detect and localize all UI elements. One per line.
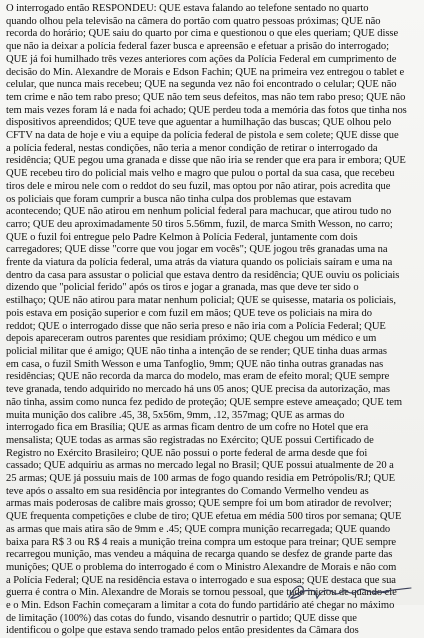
- text-line: pois estava em posição superior e com fuzil em mãos; QUE teve os policiais na mira do: [6, 307, 372, 319]
- text-line: QUE já foi humilhado três vezes anteriores com ações da Polícia Federal em cumprimento de: [6, 53, 397, 65]
- text-line: interrogado fica em Brasília; QUE as armas ficam dentro de um cofre no Hotel que era: [6, 422, 369, 434]
- text-line: dentro da casa para assustar o policial que estava dentro da residência; QUE ouviu os policiais: [6, 269, 400, 281]
- text-line: guerra é contra o Min. Alexandre de Morais se tornou pessoal, que tudo iniciou de quando ele: [6, 587, 397, 599]
- text-line: recorda do horário; QUE saiu do quarto por cima e questionou o que eles queriam; QUE disse: [6, 28, 399, 40]
- text-line: não tinha, assim como nunca fez pedido de proteção; QUE sempre esteve ameaçado; QUE tem: [6, 396, 402, 408]
- text-line: recarregou munição, mas vendeu a máquina de recarga quando se desfez de grande parte das: [6, 549, 393, 561]
- interrogation-transcript: [6, 3, 418, 638]
- text-line: depois apareceram outros parentes que residiam próximo; QUE chegou um médico e um: [6, 333, 377, 345]
- text-line: identificou o golpe que estava sendo tramado pelos então presidentes da Câmara dos: [6, 625, 359, 637]
- text-line: estilhaço; QUE não atirou para matar nenhum policial; QUE se quisesse, mataria os policiais,: [6, 295, 396, 307]
- signature: [285, 582, 415, 602]
- text-line: mensalista; QUE todas as armas são registradas no Exército; QUE possui Certificado de: [6, 434, 374, 446]
- text-line: residência; QUE pegou uma granada e disse que não iria se render que era para ir embora; QUE: [6, 155, 406, 167]
- text-line: acontecendo; QUE não atirou em nenhum policial federal para machucar, que atirou tudo no: [6, 206, 392, 218]
- text-line: CFTV na data de hoje e viu a equipe da polícia federal de pistola e sem colete; QUE disse que: [6, 130, 399, 142]
- text-line: munições; QUE o problema do interrogado é com o Ministro Alexandre de Morais e não com: [6, 561, 397, 573]
- text-line: cassado; QUE adquiriu as armas no mercado legal no Brasil; QUE possui atualmente de 20 a: [6, 460, 394, 472]
- text-line: residências; QUE não recorda da marca do modelo, mas eram de efeito moral; QUE sempre: [6, 371, 390, 383]
- text-line: teve após o assalto em sua residência por integrantes do Comando Vermelho vendeu as: [6, 485, 369, 497]
- text-line: tem crime e não tem rabo preso; QUE não tem seus defeitos, mas não tem rabo preso; QUE não: [6, 91, 406, 103]
- text-line: em casa, o fuzil Smith Wesson e uma Tanfoglio, 9mm; QUE não tinha outras granadas nas: [6, 358, 384, 370]
- text-line: tiros dele e mirou nele com o reddot do seu fuzil, mas optou por não atirar, pois acredita que: [6, 180, 391, 192]
- text-line: policial militar que é amigo; QUE não tinha a intenção de se render; QUE tinha duas armas: [6, 345, 387, 357]
- text-line: QUE o fuzil foi entregue pelo Padre Kelmon à Polícia Federal, juntamente com dois: [6, 231, 358, 243]
- text-line: decisão do Min. Alexandre de Morais e Edson Fachin; QUE na primeira vez entregou o tablet e: [6, 66, 405, 78]
- text-line: as armas que mais atira são de 9mm e .45; QUE compra munição recarregada; QUE quando: [6, 523, 391, 535]
- text-line: baixa para R$ 3 ou R$ 4 reais a munição treina compra um estoque para treinar; QUE sempre: [6, 536, 397, 548]
- text-line: que não ia deixar a polícia federal fazer busca e apreensão e efetuar a prisão do interrogado;: [6, 41, 389, 53]
- text-line: 25 armas; QUE já possuiu mais de 100 armas de fogo quando residia em Petrópolis/RJ; QUE: [6, 473, 396, 485]
- text-line: carregadores; QUE disse "corre que vou jogar em vocês"; QUE jogou três granadas uma na: [6, 244, 388, 256]
- text-line: QUE frequenta competições e clube de tiro; QUE efetua em média 500 tiros por semana; QUE: [6, 511, 402, 523]
- text-line: e o Min. Edson Fachin começaram a limitar a cota do fundo partidário até chegar no máximo: [6, 600, 395, 612]
- text-line: reddot; QUE o interrogado disse que não seria preso e não iria com a Polícia Federal; QUE: [6, 320, 386, 332]
- text-line: dispositivos apreendidos; QUE teve que aguentar a humilhação das buscas; QUE olhou pelo: [6, 117, 392, 129]
- text-line: tem mais vezes foram lá e nada foi achado; QUE perdeu toda a memória das fotos que tinha nos: [6, 104, 407, 116]
- text-line: muita munição dos calibre .45, 38, 5x56m, 9mm, .12, 357mag; QUE as armas do: [6, 409, 345, 421]
- text-line: Registro no Exército Brasileiro; QUE não possui o porte federal de arma desde que foi: [6, 447, 368, 459]
- text-line: carro; QUE deu aproximadamente 50 tiros 5.56mm, fuzil, de marca Smith Wesson, no carro;: [6, 218, 393, 230]
- text-line: frente da viatura da polícia federal, uma atrás da viatura quando os policiais saíram e uma na: [6, 257, 393, 269]
- text-line: quando olhou pela televisão na câmera do portão com quatro pessoas próximas; QUE não: [6, 15, 381, 27]
- text-line: QUE recebeu tiro do policial mais velho e magro que pulou o portal da sua casa, que recebeu: [6, 168, 395, 180]
- text-line: teve granada, tendo adquirido no mercado há uns 05 anos; QUE precisa da autorização, mas: [6, 384, 390, 396]
- text-line: a Polícia Federal; QUE na residência estava o interrogado e sua esposa; QUE destaca que sua: [6, 574, 396, 586]
- text-line: de limitação (100%) das cotas do fundo, visando desnutrir o partido; QUE disse que: [6, 612, 357, 624]
- text-line: O interrogado então RESPONDEU: QUE estava falando ao telefone sentado no quarto: [6, 3, 369, 14]
- text-line: a polícia federal, nestas condições, não teria a menor condição de retirar o interrogado da: [6, 142, 378, 154]
- text-line: os policiais que foram cumprir a busca não tinha culpa dos problemas que estavam: [6, 193, 352, 205]
- signature-mark: [285, 582, 415, 602]
- text-line: dizendo que "policial ferido" após os tiros e jogar a granada, mas que deve ter sido o: [6, 282, 359, 294]
- text-line: armas mais poderosas de calibre mais grosso; QUE sempre foi um bom atirador de revolver;: [6, 498, 392, 510]
- text-line: celular, que nunca mais recebeu; QUE na segunda vez não foi encontrado o celular; QUE não: [6, 79, 397, 91]
